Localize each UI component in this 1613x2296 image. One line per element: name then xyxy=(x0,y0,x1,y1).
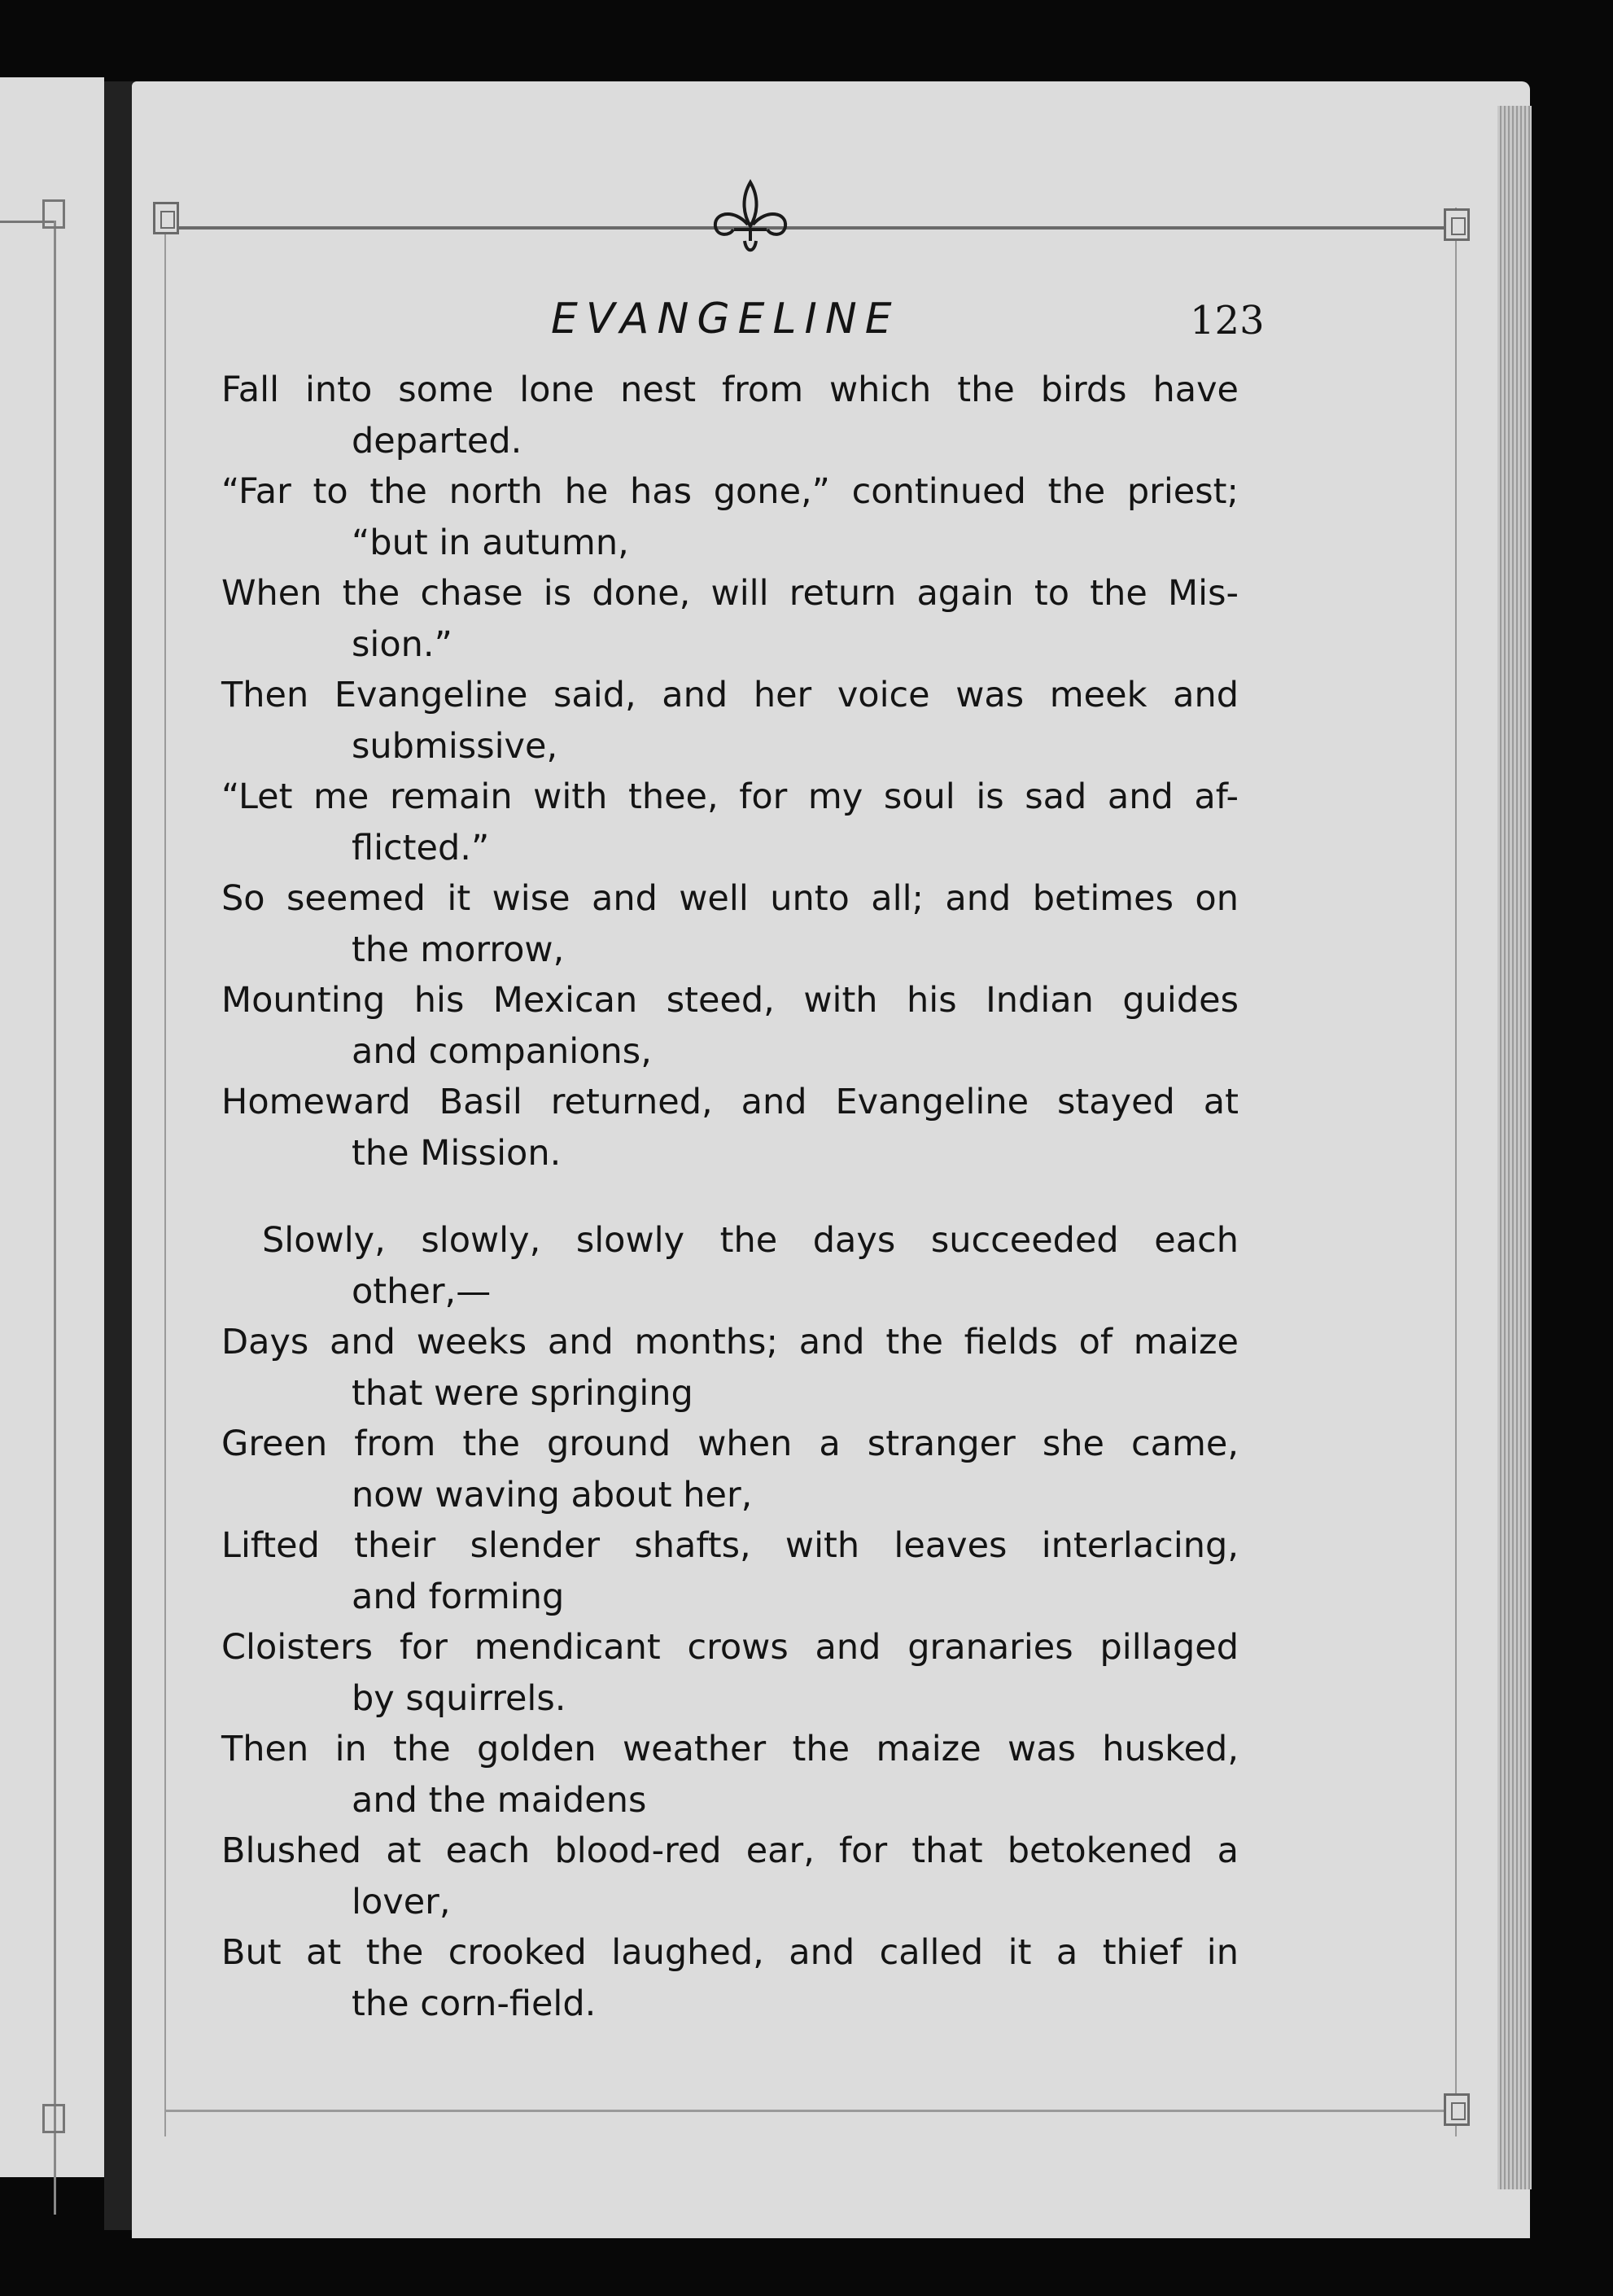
verse-line: So seemed it wise and well unto all; and betimes on the morrow, xyxy=(221,878,1239,970)
stanza-break xyxy=(221,1179,1239,1215)
verse-line: “Far to the north he has gone,” continued the priest; “but in autumn, xyxy=(221,471,1239,563)
facing-page-border xyxy=(54,221,56,2215)
verse-line: Lifted their slender shafts, with leaves interlacing, and forming xyxy=(221,1525,1239,1617)
border-corner-ornament xyxy=(1444,2093,1470,2126)
verse-line: Days and weeks and months; and the fields of maize that were springing xyxy=(221,1322,1239,1414)
page-number: 123 xyxy=(1190,298,1265,343)
page-stack-edge xyxy=(1497,106,1532,2189)
verse-line: Cloisters for mendicant crows and granaries pillaged by squirrels. xyxy=(221,1627,1239,1719)
poem-text xyxy=(221,365,1239,2029)
page-border-top-rule xyxy=(164,226,1457,230)
verse-line: “Let me remain with thee, for my soul is sad and af- flicted.” xyxy=(221,776,1239,868)
facing-page-corner xyxy=(42,2104,65,2133)
verse-line: Homeward Basil returned, and Evangeline stayed at the Mission. xyxy=(221,1082,1239,1174)
border-corner-ornament xyxy=(153,202,179,234)
border-corner-ornament xyxy=(1444,208,1470,241)
verse-line: Then in the golden weather the maize was husked, and the maidens xyxy=(221,1729,1239,1821)
verse-line: Mounting his Mexican steed, with his Indian guides and companions, xyxy=(221,980,1239,1072)
verse-line: But at the crooked laughed, and called it a thief in the corn-field. xyxy=(221,1932,1239,2024)
verse-line: When the chase is done, will return again to the Mis- sion.” xyxy=(221,573,1239,665)
running-head: EVANGELINE xyxy=(551,295,900,343)
verse-line: Fall into some lone nest from which the birds have departed. xyxy=(221,370,1239,461)
verse-line: Slowly, slowly, slowly the days succeeded each other,— xyxy=(262,1220,1239,1312)
verse-line: Blushed at each blood-red ear, for that betokened a lover, xyxy=(221,1830,1239,1922)
verse-line: Green from the ground when a stranger she came, now waving about her, xyxy=(221,1424,1239,1515)
fleur-de-lis-icon xyxy=(697,176,803,273)
page-border-bottom-rule xyxy=(164,2110,1457,2112)
verse-line: Then Evangeline said, and her voice was meek and submissive, xyxy=(221,675,1239,767)
facing-page-edge xyxy=(0,77,104,2177)
facing-page-corner xyxy=(42,199,65,229)
book-page xyxy=(132,81,1530,2238)
